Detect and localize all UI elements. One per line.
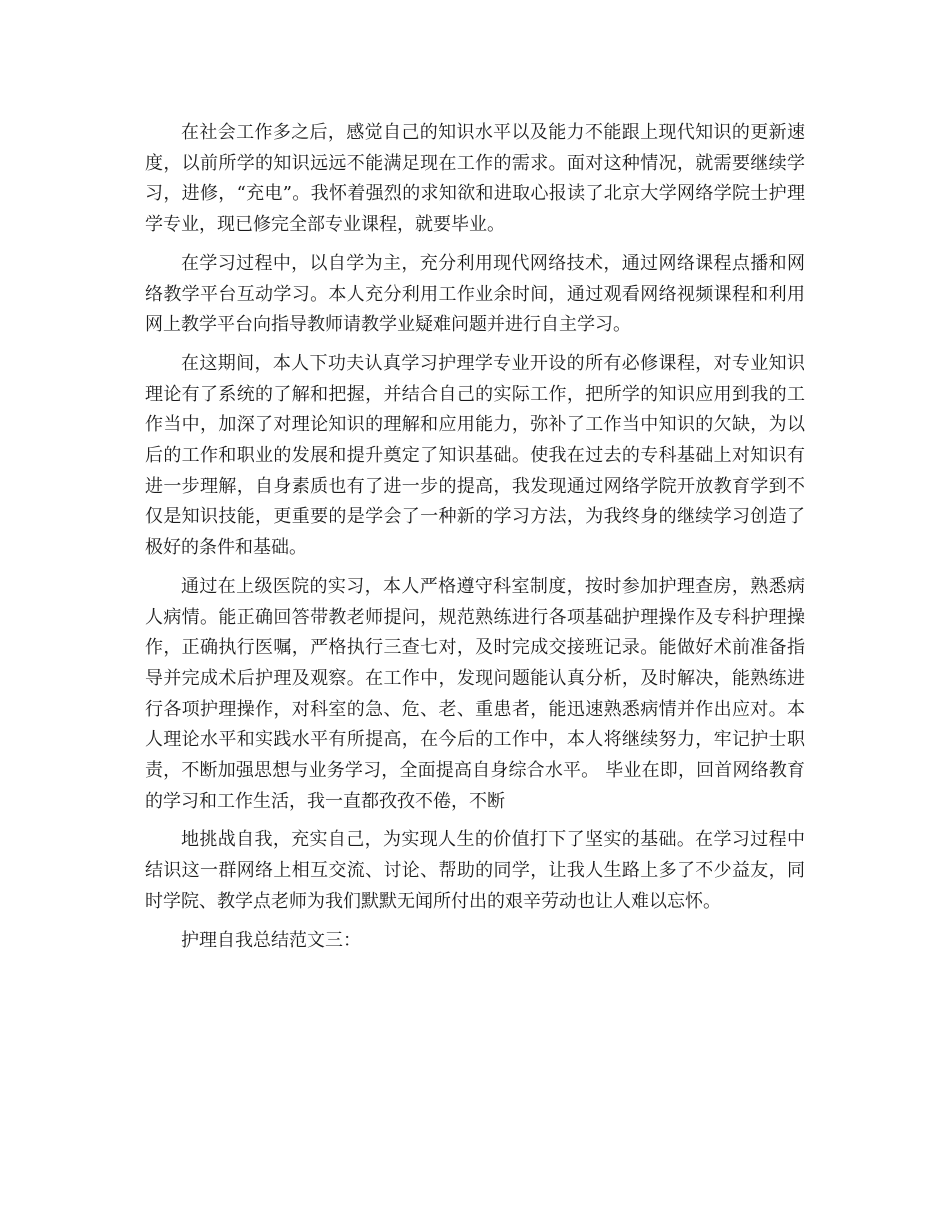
paragraph-2: 在学习过程中，以自学为主，充分利用现代网络技术，通过网络课程点播和网络教学平台互动学习。本人充分利用工作业余时间，通过观看网络视频课程和利用网上教学平台向指导教师请教学业疑难问题并进行自主学习。 [145, 252, 805, 336]
paragraph-3: 在这期间，本人下功夫认真学习护理学专业开设的所有必修课程，对专业知识理论有了系统的了解和把握，并结合自己的实际工作，把所学的知识应用到我的工作当中，加深了对理论知识的理解和应用能力，弥补了工作当中知识的欠缺，为以后的工作和职业的发展和提升奠定了知识基础。使我在过去的专科基础上对知识有进一步理解，自身素质也有了进一步的提高，我发现通过网络学院开放教育学到不仅是知识技能，更重要的是学会了一种新的学习方法，为我终身的继续学习创造了极好的条件和基础。 [145, 352, 805, 559]
paragraph-4: 通过在上级医院的实习，本人严格遵守科室制度，按时参加护理查房，熟悉病人病情。能正确回答带教老师提问，规范熟练进行各项基础护理操作及专科护理操作，正确执行医嘱，严格执行三查七对，及时完成交接班记录。能做好术前准备指导并完成术后护理及观察。在工作中，发现问题能认真分析，及时解决，能熟练进行各项护理操作，对科室的急、危、老、重患者，能迅速熟悉病情并作出应对。本人理论水平和实践水平有所提高，在今后的工作中，本人将继续努力，牢记护士职责，不断加强思想与业务学习，全面提高自身综合水平。 毕业在即，回首网络教育的学习和工作生活，我一直都孜孜不倦，不断 [145, 575, 805, 812]
paragraph-5: 地挑战自我，充实自己，为实现人生的价值打下了坚实的基础。在学习过程中结识这一群网络上相互交流、讨论、帮助的同学，让我人生路上多了不少益友，同时学院、教学点老师为我们默默无闻所付出的艰辛劳动也让人难以忘怀。 [145, 829, 805, 912]
document-body [145, 118, 805, 964]
paragraph-1: 在社会工作多之后，感觉自己的知识水平以及能力不能跟上现代知识的更新速度，以前所学的知识远远不能满足现在工作的需求。面对这种情况，就需要继续学习，进修，“充电”。我怀着强烈的求知欲和进取心报读了北京大学网络学院士护理学专业，现已修完全部专业课程，就要毕业。 [145, 122, 805, 236]
section-heading: 护理自我总结范文三： [181, 929, 361, 951]
